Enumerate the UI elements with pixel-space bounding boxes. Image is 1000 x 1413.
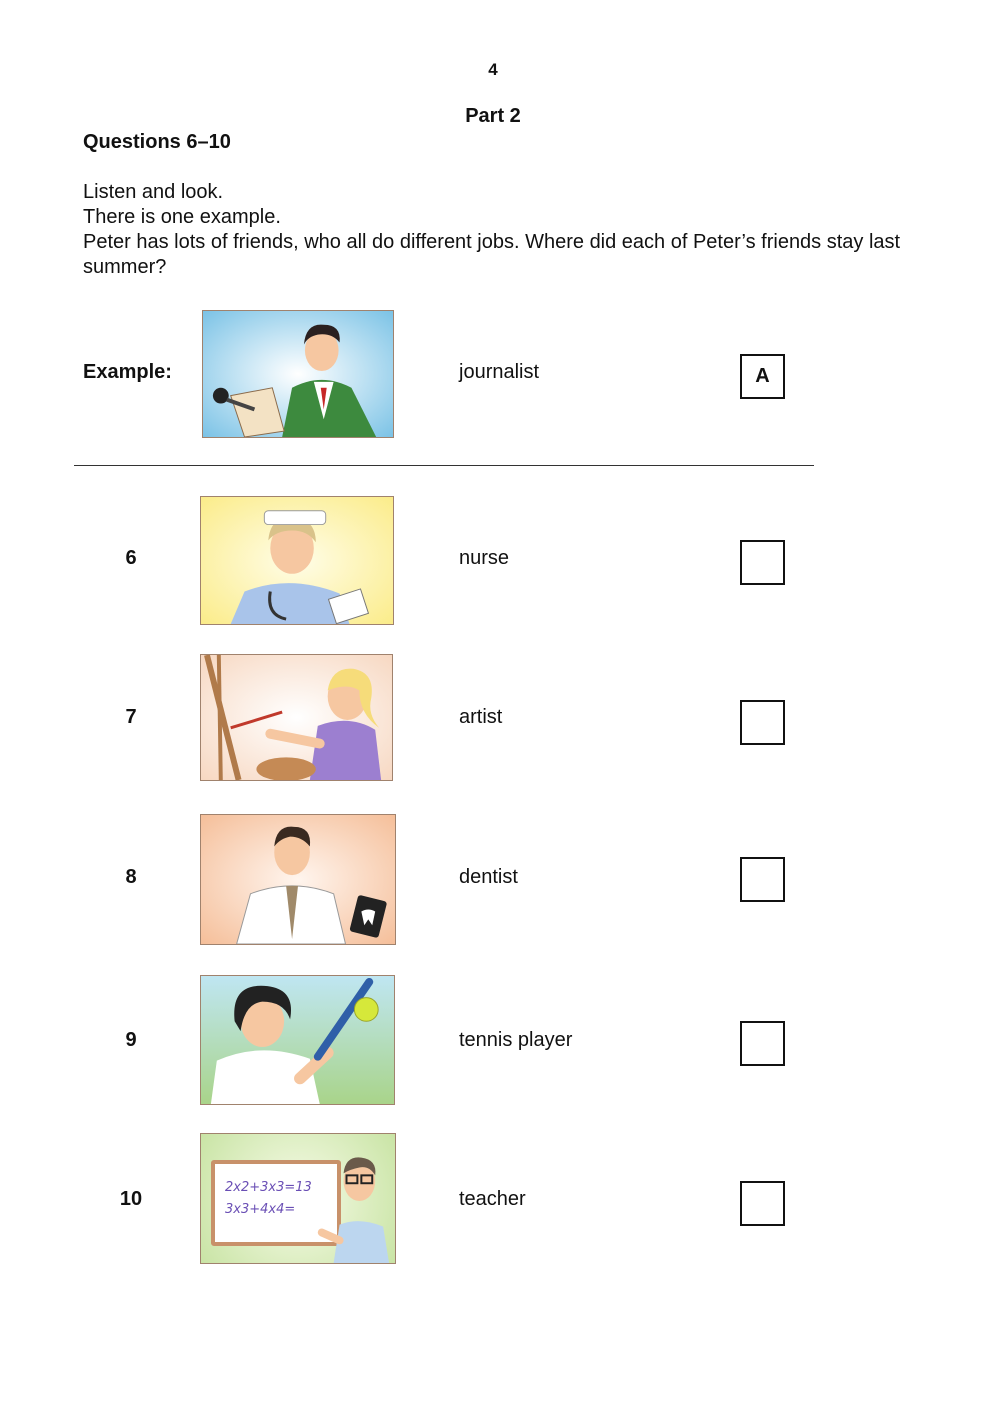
board-line: 2x2+3x3=13: [225, 1180, 312, 1195]
answer-box[interactable]: A: [740, 354, 785, 399]
instruction-line: There is one example.: [83, 206, 281, 228]
answer-box[interactable]: [740, 857, 785, 902]
divider: [74, 465, 814, 466]
dentist-picture: [200, 814, 396, 945]
question-number: 9: [125, 1029, 137, 1051]
example-label: Example:: [83, 361, 172, 383]
part-title: Part 2: [465, 105, 521, 127]
instruction-line: Peter has lots of friends, who all do different jobs. Where did each of Peter’s friends stay last summer?: [83, 231, 901, 278]
job-word: dentist: [459, 866, 518, 888]
job-word: artist: [459, 706, 503, 728]
journalist-picture: [202, 310, 394, 438]
question-number: 8: [125, 866, 137, 888]
board-line: 3x3+4x4=: [225, 1202, 296, 1217]
nurse-picture: [200, 496, 394, 625]
question-number: 7: [125, 706, 137, 728]
job-word: nurse: [459, 547, 510, 569]
question-number: 10: [119, 1188, 143, 1210]
page-number: 4: [488, 60, 498, 79]
question-number: 6: [125, 547, 137, 569]
tennis-player-picture: [200, 975, 395, 1105]
job-word: journalist: [459, 361, 540, 383]
artist-picture: [200, 654, 393, 781]
answer-box[interactable]: [740, 1181, 785, 1226]
answer-box[interactable]: [740, 700, 785, 745]
job-word: tennis player: [459, 1029, 573, 1051]
questions-title: Questions 6–10: [83, 131, 231, 153]
answer-box[interactable]: [740, 1021, 785, 1066]
job-word: teacher: [459, 1188, 526, 1210]
answer-box[interactable]: [740, 540, 785, 585]
teacher-picture: [200, 1133, 396, 1264]
instruction-line: Listen and look.: [83, 181, 224, 203]
